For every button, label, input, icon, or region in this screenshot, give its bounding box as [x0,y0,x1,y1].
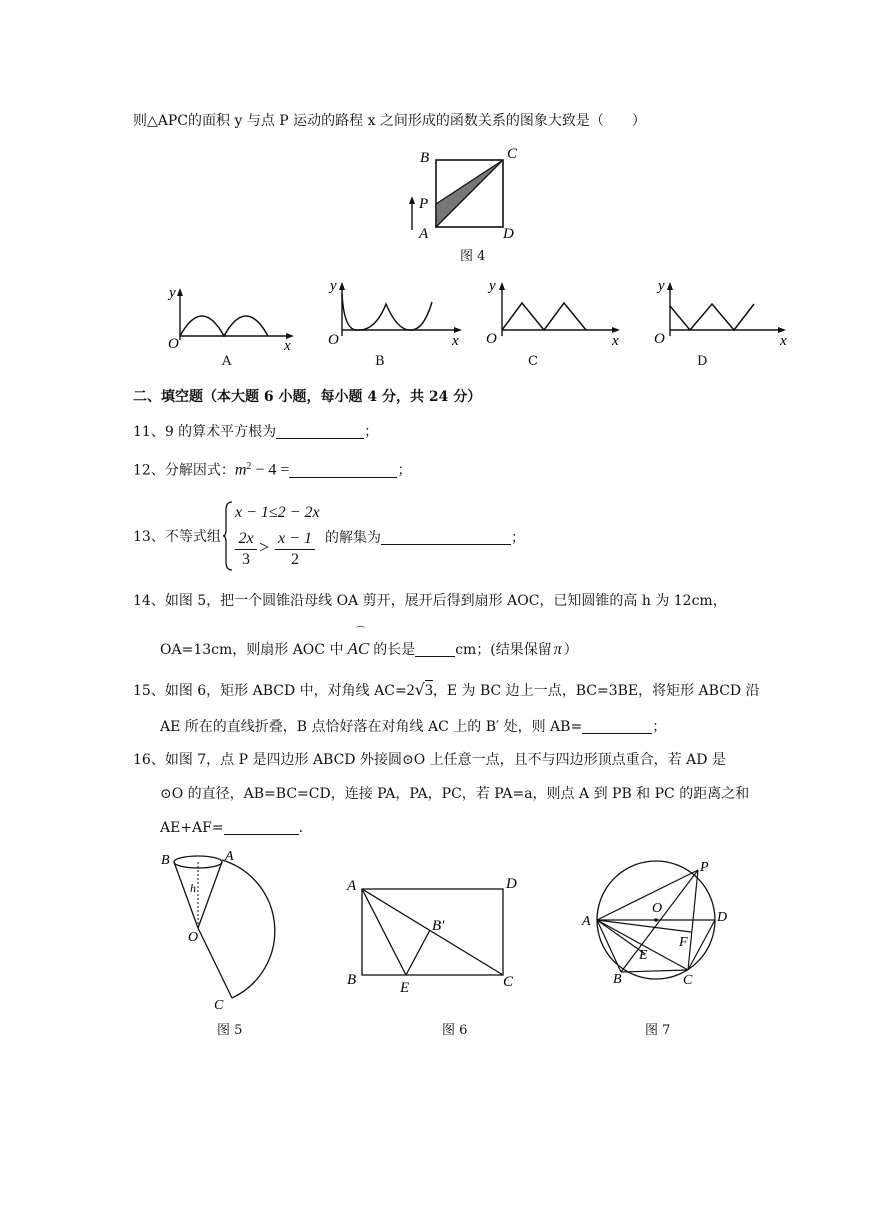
svg-text:C: C [683,973,693,988]
svg-text:C: C [503,974,514,990]
option-d-letter: D [697,354,708,369]
system-brace-icon [222,500,234,572]
answer-blank-12[interactable] [289,463,397,478]
fraction-2: x − 1 2 [275,530,315,569]
svg-text:x: x [780,333,787,349]
arrow-head-icon [409,196,415,204]
graph-option-d [648,274,798,354]
svg-text:O: O [188,930,199,945]
answer-blank-13[interactable] [381,530,511,545]
question-16-line-2: ⊙O 的直径，AB=BC=CD，连接 PA，PA，PC，若 PA=a，则点 A 到 PB 和 PC 的距离之和 [160,786,750,802]
svg-text:E: E [639,948,648,963]
arc-ac: ⌒ AC [347,627,370,658]
answer-blank-16[interactable] [224,820,299,835]
svg-text:x: x [612,333,619,349]
svg-text:E: E [400,980,410,996]
question-10-text: 则△APC的面积 y 与点 P 运动的路程 x 之间形成的函数关系的图象大致是（ ） [133,113,646,129]
svg-text:B: B [161,853,170,868]
question-15-line-1: 15、如图 6，矩形 ABCD 中，对角线 AC=2√3，E 为 BC 边上一点，BC=3BE，将矩形 ABCD 沿 [133,680,760,699]
svg-text:F: F [679,935,688,950]
graph-option-a [160,280,300,355]
question-15-line-2: AE 所在的直线折叠，B 点恰好落在对角线 AC 上的 B′ 处，则 AB= ； [160,719,667,735]
svg-text:A: A [347,878,357,894]
question-16-line-3: AE+AF= . [160,820,304,836]
label-c: C [507,146,518,162]
y-arrow-icon [499,282,505,290]
inequality-line-1: x − 1≤2 − 2x [235,504,320,521]
graph-option-b [320,274,470,354]
svg-text:D: D [506,876,517,892]
svg-text:x: x [284,338,291,354]
svg-text:C: C [214,998,224,1013]
figure-4-caption: 图 4 [460,249,486,264]
center-point [654,918,658,922]
option-c-letter: C [528,354,538,369]
figure-6 [342,870,522,995]
option-a-letter: A [222,354,232,369]
svg-text:x: x [452,333,459,349]
svg-text:A: A [582,914,591,929]
sqrt-icon: √ [414,680,425,699]
sector-arc [222,860,275,998]
figure-5 [158,846,278,1016]
label-b: B [420,150,430,166]
graph-curve [670,304,754,330]
question-13-suffix: 的解集为 ； [325,530,525,546]
svg-text:O: O [486,331,497,347]
label-p: P [419,196,429,212]
question-14-line-2: OA=13cm，则扇形 AOC 中 ⌒ AC 的长是 cm；(结果保留 π ） [160,627,578,658]
question-13-prefix: 13、不等式组 [133,529,221,545]
figure-5-caption: 图 5 [217,1023,243,1038]
section-2-heading: 二、填空题（本大题 6 小题，每小题 4 分，共 24 分） [133,389,482,405]
label-a: A [419,226,429,242]
option-b-letter: B [375,354,385,369]
question-11: 11、9 的算术平方根为 ； [133,424,379,440]
diagonal-ac [436,160,503,227]
graph-curve [342,294,432,330]
graph-option-c [478,274,628,354]
svg-text:y: y [658,278,665,294]
y-arrow-icon [667,282,673,290]
svg-text:B: B [613,972,622,987]
svg-text:O: O [328,332,339,348]
fraction-1: 2x 3 [235,530,257,569]
question-14-line-1: 14、如图 5，把一个圆锥沿母线 OA 剪开，展开后得到扇形 AOC，已知圆锥的高 h 为 12cm， [133,593,727,609]
svg-text:y: y [169,285,176,301]
graph-curve [502,303,586,330]
svg-text:O: O [652,901,663,916]
svg-text:O: O [654,331,665,347]
figure-6-caption: 图 6 [442,1023,468,1038]
y-arrow-icon [339,282,345,290]
svg-text:P: P [700,860,709,875]
svg-text:O: O [168,336,179,352]
question-12: 12、分解因式：$m^2 - 4$ = ； [133,461,412,479]
svg-text:A: A [225,849,234,864]
answer-blank-15[interactable] [582,719,652,734]
arc-mark-icon: ⌒ [355,627,366,638]
figure-4 [400,140,540,250]
answer-blank-14[interactable] [415,642,455,657]
figure-7 [580,858,730,988]
svg-text:D: D [717,910,728,925]
svg-text:y: y [330,278,337,294]
figure-7-caption: 图 7 [645,1023,671,1038]
svg-text:y: y [489,278,496,294]
greater-than: > [259,537,270,557]
svg-text:B′: B′ [432,918,445,934]
label-d: D [503,226,514,242]
y-arrow-icon [177,288,183,296]
svg-text:h: h [190,881,196,895]
svg-text:B: B [347,972,357,988]
graph-curve [180,316,268,336]
answer-blank-11[interactable] [276,424,364,439]
question-16-line-1: 16、如图 7，点 P 是四边形 ABCD 外接圆⊙O 上任意一点，且不与四边形顶点重合，若 AD 是 [133,752,726,768]
